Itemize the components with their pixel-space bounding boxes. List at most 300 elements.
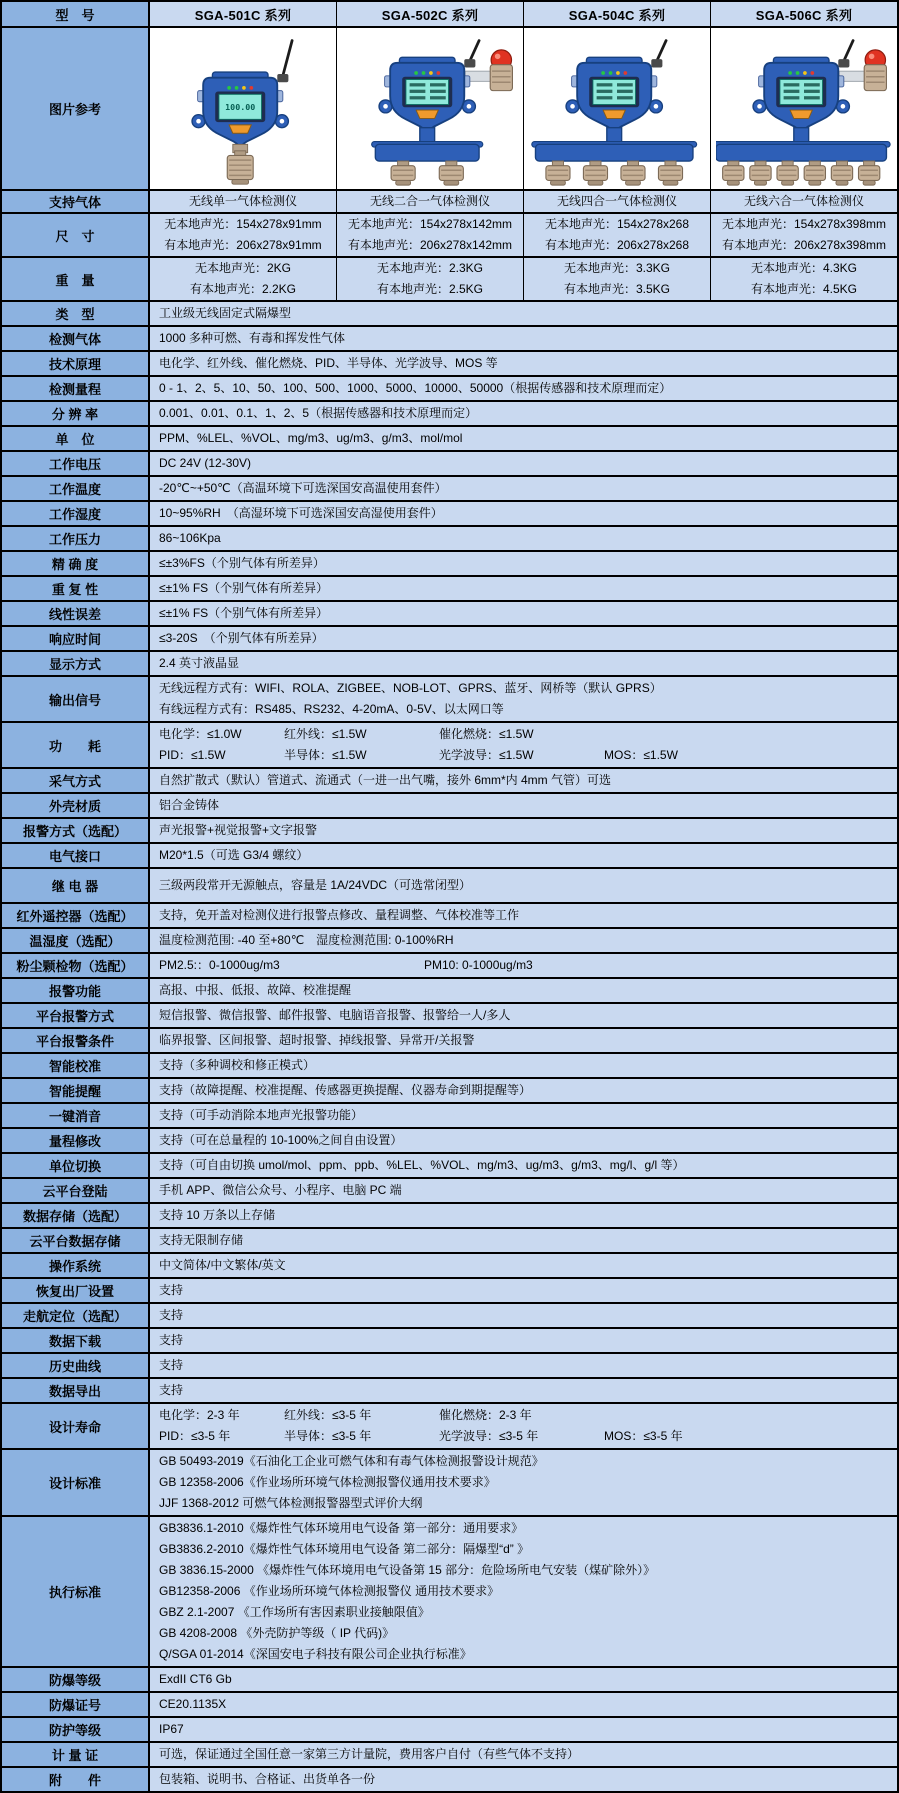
spec-value-line: 支持，免开盖对检测仪进行报警点修改、量程调整、气体校准等工作: [159, 908, 520, 922]
spec-row: [2, 502, 897, 527]
row-label: 输出信号: [2, 677, 149, 721]
spec-value: [149, 1179, 897, 1202]
row-label: 走航定位（选配）: [2, 1304, 149, 1327]
gas-sensor-icon: [227, 151, 253, 184]
spec-value: [149, 327, 897, 350]
spec-value: [149, 577, 897, 600]
spec-row: [2, 1450, 897, 1517]
spec-value-line: 有本地声光：206x278x268: [544, 238, 690, 252]
spec-value-line: 支持: [159, 1358, 184, 1372]
spec-value: [149, 502, 897, 525]
spec-value-line: GB 3836.15-2000 《爆炸性气体环境用电气设备第 15 部分：危险场所电气安装（煤矿除外）》: [159, 1563, 656, 1577]
spec-row: [2, 191, 897, 214]
product-photo-cell: [149, 28, 336, 189]
spec-value: [149, 1229, 897, 1252]
spec-row: [2, 602, 897, 627]
spec-row: [2, 1768, 897, 1791]
row-label: 云平台数据存储: [2, 1229, 149, 1252]
row-label: 重 量: [2, 258, 149, 300]
row-label: 一键消音: [2, 1104, 149, 1127]
spec-row: [2, 1154, 897, 1179]
spec-value-line: 0 - 1、2、5、10、50、100、500、1000、5000、10000、50000（根据传感器和技术原理而定）: [159, 381, 672, 395]
spec-row: [2, 1029, 897, 1054]
spec-value: [149, 352, 897, 375]
spec-value: [149, 1718, 897, 1741]
spec-value: [149, 844, 897, 867]
spec-value-line: 0.001、0.01、0.1、1、2、5（根据传感器和技术原理而定）: [159, 406, 478, 420]
row-label: 数据存储（选配）: [2, 1204, 149, 1227]
spec-value: [149, 427, 897, 450]
spec-value-line: 有本地声光：206x278x398mm: [721, 238, 887, 252]
spec-value-line: 电化学、红外线、催化燃烧、PID、半导体、光学波导、MOS 等: [159, 356, 498, 370]
spec-value: [710, 214, 897, 256]
spec-value: [149, 954, 897, 977]
spec-value: [149, 377, 897, 400]
spec-row: [2, 352, 897, 377]
row-label: 检测量程: [2, 377, 149, 400]
spec-value-line: CE20.1135X: [159, 1697, 227, 1711]
row-label: 电气接口: [2, 844, 149, 867]
row-label: 报警功能: [2, 979, 149, 1002]
product-photo-cell: [523, 28, 710, 189]
spec-value-line: 无线单一气体检测仪: [188, 194, 297, 208]
spec-row: [2, 377, 897, 402]
manifold-bar: [532, 142, 697, 161]
spec-row: [2, 1179, 897, 1204]
detector-body: [192, 72, 288, 148]
spec-value: [149, 1029, 897, 1052]
spec-value-line: JJF 1368-2012 可燃气体检测报警器型式评价大纲: [159, 1496, 423, 1510]
spec-row: [2, 452, 897, 477]
spec-value-line: 可选，保证通过全国任意一家第三方计量院，费用客户自付（有些气体不支持）: [159, 1747, 580, 1761]
spec-value-line: [159, 745, 893, 766]
spec-value-segment: PID：≤1.5W: [159, 748, 226, 762]
spec-row: [2, 214, 897, 258]
spec-value: [149, 1204, 897, 1227]
spec-value: [149, 402, 897, 425]
spec-value: [523, 191, 710, 212]
spec-value-line: 无本地声光：154x278x398mm: [721, 217, 887, 231]
spec-row: [2, 769, 897, 794]
spec-value-line: 支持: [159, 1383, 184, 1397]
row-label: 附 件: [2, 1768, 149, 1791]
spec-value: [149, 1254, 897, 1277]
row-label: 防爆等级: [2, 1668, 149, 1691]
row-label: 支持气体: [2, 191, 149, 212]
spec-value-segment: 光学波导：≤1.5W: [439, 748, 534, 762]
spec-value-segment: 红外线：≤3-5 年: [284, 1408, 372, 1422]
spec-value-line: 无本地声光：3.3KG: [563, 261, 671, 275]
spec-row: [2, 1079, 897, 1104]
spec-row: [2, 258, 897, 302]
spec-value-line: 有本地声光：2.2KG: [189, 282, 297, 296]
spec-value-segment: PID：≤3-5 年: [159, 1429, 231, 1443]
spec-value-line: 无线四合一气体检测仪: [556, 194, 677, 208]
spec-value-segment: PM10: 0-1000ug/m3: [424, 958, 533, 972]
spec-value-line: 无本地声光：2.3KG: [376, 261, 484, 275]
spec-row: [2, 402, 897, 427]
spec-row: [2, 904, 897, 929]
row-label: 类 型: [2, 302, 149, 325]
spec-value: [710, 191, 897, 212]
spec-value: [149, 1668, 897, 1691]
spec-value-line: GB 50493-2019《石油化工企业可燃气体和有毒气体检测报警设计规范》: [159, 1454, 544, 1468]
spec-row: [2, 1718, 897, 1743]
spec-row: [2, 1379, 897, 1404]
spec-value: [149, 1517, 897, 1666]
spec-value: [149, 552, 897, 575]
spec-value: [149, 769, 897, 792]
spec-value: [149, 652, 897, 675]
spec-row: [2, 1279, 897, 1304]
manifold-bar: [716, 142, 890, 161]
spec-row: [2, 1254, 897, 1279]
spec-value-segment: PM2.5:：0-1000ug/m3: [159, 958, 280, 972]
spec-row: [2, 1054, 897, 1079]
row-label: 恢复出厂设置: [2, 1279, 149, 1302]
spec-value: [336, 214, 523, 256]
spec-value-segment: 光学波导：≤3-5 年: [439, 1429, 539, 1443]
spec-value-line: [159, 1405, 893, 1426]
spec-value: [149, 1304, 897, 1327]
spec-row: [2, 1004, 897, 1029]
spec-value-segment: MOS：≤3-5 年: [604, 1429, 683, 1443]
spec-value-line: 无线远程方式有：WIFI、ROLA、ZIGBEE、NOB-LOT、GPRS、蓝牙、网桥等（默认 GPRS）: [159, 681, 662, 695]
spec-value: [149, 1054, 897, 1077]
spec-value-line: 有本地声光：206x278x91mm: [164, 238, 322, 252]
spec-value-line: 短信报警、微信报警、邮件报警、电脑语音报警、报警给一人/多人: [159, 1008, 511, 1022]
spec-value-line: 铝合金铸体: [159, 798, 220, 812]
button-panel: [229, 125, 251, 133]
row-label: 尺 寸: [2, 214, 149, 256]
spec-value-line: 温度检测范围: -40 至+80℃ 湿度检测范围: 0-100%RH: [159, 933, 454, 947]
spec-row: [2, 552, 897, 577]
detector-body: [566, 57, 662, 133]
spec-row: [2, 327, 897, 352]
spec-value-line: 自然扩散式（默认）管道式、流通式（一进一出气嘴，接外 6mm*内 4mm 气管）可选: [159, 773, 612, 787]
spec-value-segment: MOS：≤1.5W: [604, 748, 678, 762]
spec-value-line: IP67: [159, 1722, 184, 1736]
spec-value-line: 包装箱、说明书、合格证、出货单各一份: [159, 1772, 376, 1786]
spec-value-line: [159, 955, 893, 976]
spec-value-line: 中文简体/中文繁体/英文: [159, 1258, 286, 1272]
gas-sensor-icon: [858, 161, 879, 185]
spec-value-line: 支持: [159, 1283, 184, 1297]
spec-value-line: 高报、中报、低报、故障、校准提醒: [159, 983, 352, 997]
row-label: 平台报警方式: [2, 1004, 149, 1027]
lcd-screen: [215, 92, 265, 123]
spec-value: [149, 1354, 897, 1377]
image-reference-row: [2, 28, 897, 191]
spec-value: [710, 258, 897, 300]
spec-value-line: 无本地声光：154x278x268: [544, 217, 690, 231]
product-image-sga-504c: [529, 33, 705, 189]
spec-value-line: 无本地声光：154x278x142mm: [347, 217, 513, 231]
spec-row: [2, 1204, 897, 1229]
spec-value: [149, 191, 336, 212]
spec-value-line: 有本地声光：3.5KG: [563, 282, 671, 296]
spec-value-line: GB 4208-2008 《外壳防护等级（ IP 代码)》: [159, 1626, 395, 1640]
spec-value: [336, 258, 523, 300]
spec-value-segment: 催化燃烧：2-3 年: [439, 1408, 532, 1422]
model-name-sga-501c: SGA-501C 系列: [149, 2, 336, 26]
spec-value-segment: 半导体：≤1.5W: [284, 748, 367, 762]
spec-value-line: 2.4 英寸液晶显: [159, 656, 240, 670]
spec-value: [149, 1129, 897, 1152]
spec-value-segment: 半导体：≤3-5 年: [284, 1429, 372, 1443]
product-photo-cell: [336, 28, 523, 189]
spec-value-line: 1000 多种可燃、有毒和挥发性气体: [159, 331, 346, 345]
row-label: 检测气体: [2, 327, 149, 350]
gas-sensor-icon: [391, 161, 415, 185]
row-label: 红外遥控器（选配）: [2, 904, 149, 927]
spec-value: [149, 1079, 897, 1102]
row-label: 历史曲线: [2, 1354, 149, 1377]
spec-value-line: 86~106Kpa: [159, 531, 221, 545]
spec-value-line: 支持（可手动消除本地声光报警功能）: [159, 1108, 364, 1122]
spec-value: [149, 677, 897, 721]
spec-value: [149, 1329, 897, 1352]
row-label: 计 量 证: [2, 1743, 149, 1766]
spec-row: [2, 1229, 897, 1254]
lcd-screen: [776, 77, 826, 108]
spec-value-line: 有线远程方式有：RS485、RS232、4-20mA、0-5V、以太网口等: [159, 702, 504, 716]
spec-value-line: 无线二合一气体检测仪: [369, 194, 490, 208]
product-photo-cell: [710, 28, 897, 189]
spec-row: [2, 1693, 897, 1718]
row-label: 技术原理: [2, 352, 149, 375]
spec-value: [149, 1450, 897, 1515]
antenna-icon: [277, 41, 292, 83]
model-name-sga-506c: SGA-506C 系列: [710, 2, 897, 26]
antenna-icon: [464, 41, 479, 68]
spec-row: [2, 477, 897, 502]
spec-value: [523, 258, 710, 300]
row-label: 重 复 性: [2, 577, 149, 600]
spec-value: [149, 723, 897, 767]
spec-value-line: ≤3-20S （个别气体有所差异）: [159, 631, 324, 645]
detector-body: [379, 57, 475, 133]
spec-value-line: 有本地声光：4.5KG: [750, 282, 858, 296]
row-label: 设计寿命: [2, 1404, 149, 1448]
row-label: 外壳材质: [2, 794, 149, 817]
spec-value-line: ≤±1% FS（个别气体有所差异）: [159, 581, 329, 595]
spec-value: [149, 452, 897, 475]
spec-value: [149, 302, 897, 325]
row-label: 平台报警条件: [2, 1029, 149, 1052]
spec-value: [149, 214, 336, 256]
row-label: 继 电 器: [2, 869, 149, 902]
spec-row: [2, 1304, 897, 1329]
spec-value: [149, 929, 897, 952]
spec-value-line: PPM、%LEL、%VOL、mg/m3、ug/m3、g/m3、mol/mol: [159, 431, 463, 445]
gas-sensor-icon: [831, 161, 852, 185]
spec-value-line: 手机 APP、微信公众号、小程序、电脑 PC 端: [159, 1183, 402, 1197]
spec-value: [149, 627, 897, 650]
spec-value-line: 支持（可自由切换 umol/mol、ppm、ppb、%LEL、%VOL、mg/m3、ug/m3、g/m3、mg/l、g/l 等）: [159, 1158, 685, 1172]
spec-row: [2, 1668, 897, 1693]
spec-value: [149, 1379, 897, 1402]
row-label: 云平台登陆: [2, 1179, 149, 1202]
row-label: 操作系统: [2, 1254, 149, 1277]
row-label: 量程修改: [2, 1129, 149, 1152]
row-label: 数据下载: [2, 1329, 149, 1352]
spec-value-segment: 催化燃烧：≤1.5W: [439, 727, 534, 741]
spec-value: [149, 1154, 897, 1177]
spec-row: [2, 954, 897, 979]
row-label: 图片参考: [2, 28, 149, 189]
lcd-screen: [402, 77, 452, 108]
row-label: 防爆证号: [2, 1693, 149, 1716]
spec-value-line: ExdII CT6 Gb: [159, 1672, 232, 1686]
spec-value-line: [159, 1426, 893, 1447]
spec-row: [2, 1354, 897, 1379]
row-label: 显示方式: [2, 652, 149, 675]
gas-sensor-icon: [777, 161, 798, 185]
spec-value-line: 有本地声光：2.5KG: [376, 282, 484, 296]
spec-value-line: 声光报警+视觉报警+文字报警: [159, 823, 318, 837]
spec-value: [149, 527, 897, 550]
row-label: 执行标准: [2, 1517, 149, 1666]
spec-row: [2, 794, 897, 819]
spec-row: [2, 302, 897, 327]
spec-value-line: GBZ 2.1-2007 《工作场所有害因素职业接触限值》: [159, 1605, 430, 1619]
spec-value: [149, 1743, 897, 1766]
gas-sensor-icon: [583, 161, 607, 185]
spec-row: [2, 1329, 897, 1354]
spec-value-line: 三级两段常开无源触点，容量是 1A/24VDC（可选常闭型）: [159, 878, 472, 892]
spec-row: [2, 1404, 897, 1450]
spec-value-line: 无本地声光：154x278x91mm: [164, 217, 322, 231]
spec-value: [149, 477, 897, 500]
spec-value: [149, 1004, 897, 1027]
product-image-sga-501c: [155, 33, 331, 189]
row-label: 防护等级: [2, 1718, 149, 1741]
spec-value-line: 工业级无线固定式隔爆型: [159, 306, 292, 320]
spec-value-segment: 电化学：≤1.0W: [159, 727, 242, 741]
gas-sensor-icon: [723, 161, 744, 185]
spec-value: [149, 904, 897, 927]
manifold-bar: [372, 142, 483, 161]
row-label: 粉尘颗检物（选配）: [2, 954, 149, 977]
row-label: 单位切换: [2, 1154, 149, 1177]
gas-sensor-icon: [621, 161, 645, 185]
spec-row: [2, 1517, 897, 1668]
spec-value-line: GB 12358-2006《作业场所环境气体检测报警仪通用技术要求》: [159, 1475, 496, 1489]
row-label: 工作电压: [2, 452, 149, 475]
spec-row: [2, 627, 897, 652]
row-label: 型 号: [2, 2, 149, 26]
row-label: 精 确 度: [2, 552, 149, 575]
spec-value: [149, 258, 336, 300]
row-label: 工作湿度: [2, 502, 149, 525]
spec-value-line: 支持 10 万条以上存储: [159, 1208, 276, 1222]
spec-value: [149, 1104, 897, 1127]
spec-value: [149, 602, 897, 625]
antenna-icon: [838, 41, 853, 68]
row-label: 采气方式: [2, 769, 149, 792]
spec-value-line: 支持: [159, 1333, 184, 1347]
row-label: 设计标准: [2, 1450, 149, 1515]
spec-row: [2, 577, 897, 602]
spec-value: [149, 1693, 897, 1716]
spec-row: [2, 929, 897, 954]
spec-row: [2, 1743, 897, 1768]
spec-value: [523, 214, 710, 256]
row-label: 工作压力: [2, 527, 149, 550]
spec-value-line: DC 24V (12-30V): [159, 456, 252, 470]
lcd-screen: [589, 77, 639, 108]
spec-value-line: GB3836.2-2010《爆炸性气体环境用电气设备 第二部分：隔爆型“d” 》: [159, 1542, 530, 1556]
spec-row: [2, 652, 897, 677]
spec-value-segment: 电化学：2-3 年: [159, 1408, 240, 1422]
spec-value-line: 支持无限制存储: [159, 1233, 244, 1247]
row-label: 数据导出: [2, 1379, 149, 1402]
row-label: 线性误差: [2, 602, 149, 625]
spec-value-line: GB12358-2006 《作业场所环境气体检测报警仪 通用技术要求》: [159, 1584, 500, 1598]
spec-row: [2, 1129, 897, 1154]
spec-value-line: 支持: [159, 1308, 184, 1322]
spec-value-line: 临界报警、区间报警、超时报警、掉线报警、异常开/关报警: [159, 1033, 475, 1047]
spec-value: [149, 794, 897, 817]
spec-value: [149, 1404, 897, 1448]
spec-value-line: 无线六合一气体检测仪: [743, 194, 864, 208]
spec-row: [2, 819, 897, 844]
row-label: 功 耗: [2, 723, 149, 767]
spec-row: [2, 1104, 897, 1129]
spec-value-segment: 红外线：≤1.5W: [284, 727, 367, 741]
spec-value-line: [159, 724, 893, 745]
gas-sensor-icon: [804, 161, 825, 185]
spec-value-line: Q/SGA 01-2014《深国安电子科技有限公司企业执行标准》: [159, 1647, 472, 1661]
gas-sensor-icon: [750, 161, 771, 185]
row-label: 温湿度（选配）: [2, 929, 149, 952]
spec-row: [2, 723, 897, 769]
gas-sensor-icon: [658, 161, 682, 185]
spec-value-line: 无本地声光：2KG: [194, 261, 291, 275]
model-header-row: [2, 2, 897, 28]
spec-value-line: GB3836.1-2010《爆炸性气体环境用电气设备 第一部分：通用要求》: [159, 1521, 524, 1535]
spec-row: [2, 869, 897, 904]
spec-row: [2, 979, 897, 1004]
spec-value: [149, 869, 897, 902]
spec-value-line: 支持（可在总量程的 10-100%之间自由设置）: [159, 1133, 403, 1147]
spec-value: [149, 819, 897, 842]
antenna-icon: [651, 41, 666, 68]
spec-row: [2, 844, 897, 869]
row-label: 分 辨 率: [2, 402, 149, 425]
spec-value-line: M20*1.5（可选 G3/4 螺纹）: [159, 848, 309, 862]
row-label: 响应时间: [2, 627, 149, 650]
detector-body: [753, 57, 849, 133]
spec-value: [336, 191, 523, 212]
model-name-sga-502c: SGA-502C 系列: [336, 2, 523, 26]
svg-text:100.00: 100.00: [225, 102, 256, 113]
spec-value-line: -20℃~+50℃（高温环境下可选深国安高温使用套件）: [159, 481, 447, 495]
row-label: 智能提醒: [2, 1079, 149, 1102]
row-label: 智能校准: [2, 1054, 149, 1077]
model-name-sga-504c: SGA-504C 系列: [523, 2, 710, 26]
row-label: 单 位: [2, 427, 149, 450]
button-panel: [790, 110, 812, 118]
product-image-sga-506c: [716, 33, 892, 189]
row-label: 工作温度: [2, 477, 149, 500]
spec-value-line: ≤±1% FS（个别气体有所差异）: [159, 606, 329, 620]
gas-sensor-icon: [546, 161, 570, 185]
spec-value-line: 无本地声光：4.3KG: [750, 261, 858, 275]
spec-value: [149, 1768, 897, 1791]
spec-row: [2, 427, 897, 452]
